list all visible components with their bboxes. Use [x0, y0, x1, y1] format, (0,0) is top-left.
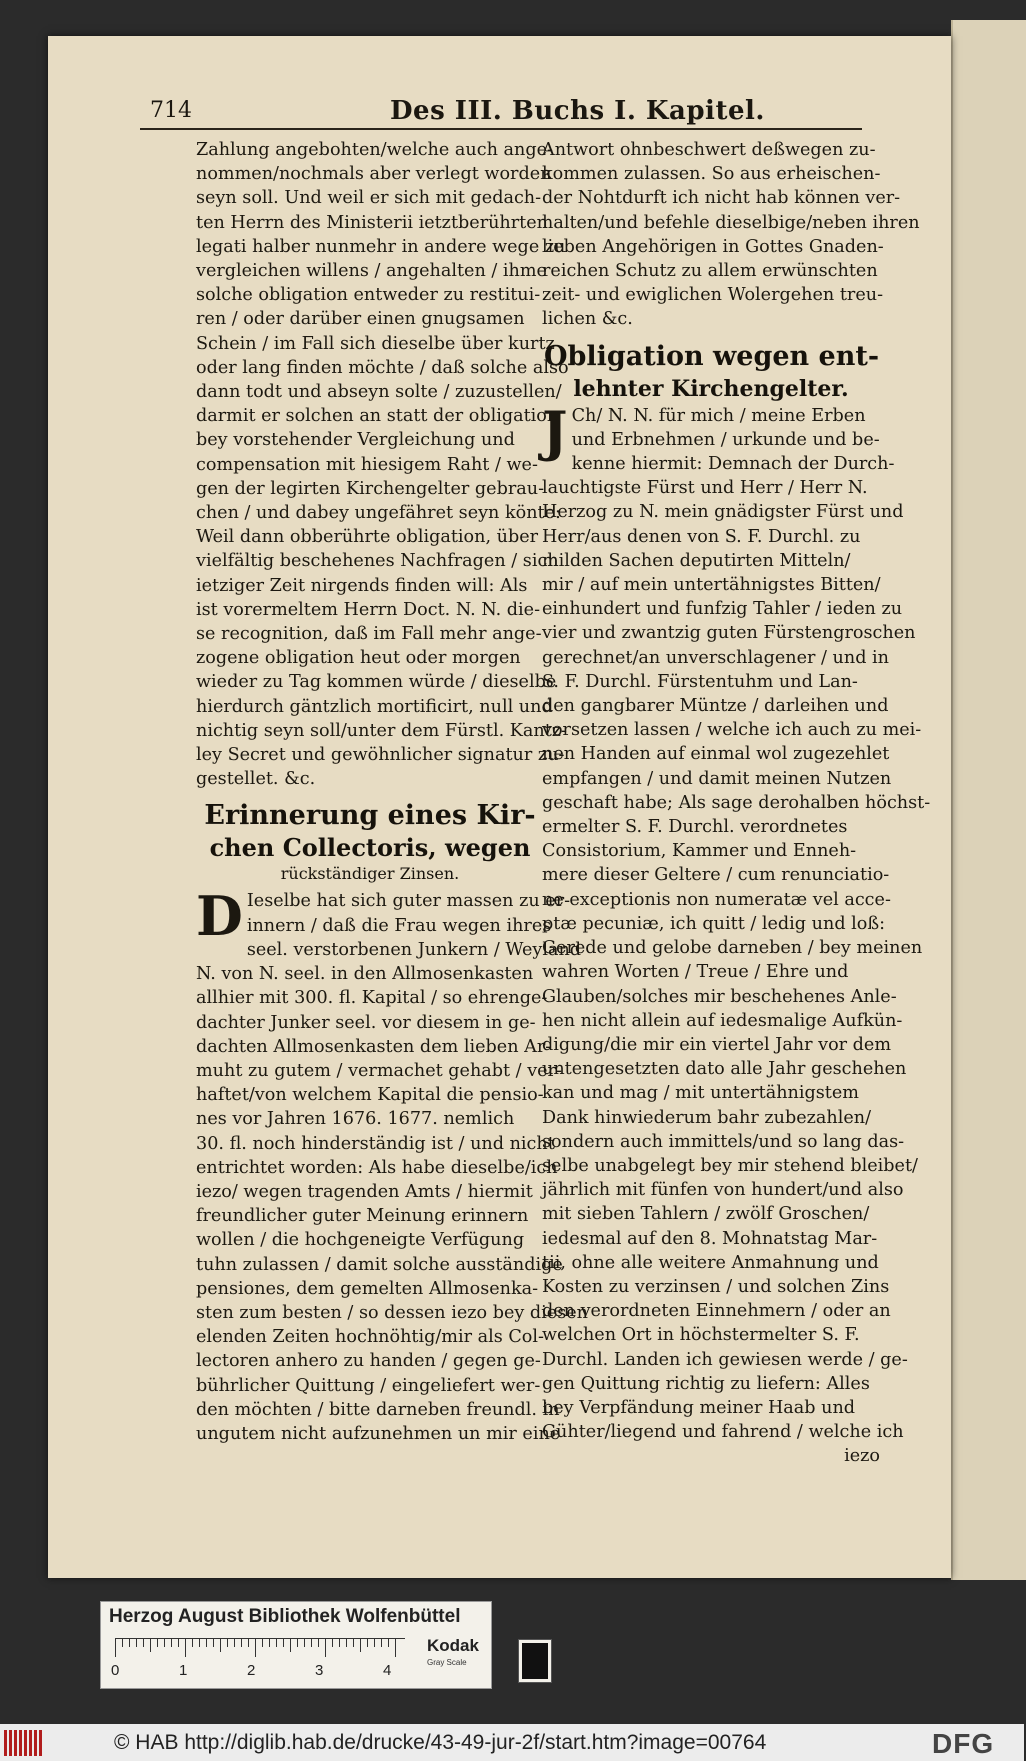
text-line: und Erbnehmen / urkunde und be-	[571, 429, 880, 450]
text-line: ietziger Zeit nirgends finden will: Als	[196, 575, 528, 596]
running-head	[150, 92, 860, 132]
ruler-tick	[381, 1639, 382, 1647]
ruler-tick	[388, 1639, 389, 1647]
text-line: darmit er solchen an statt der obligation	[196, 406, 559, 427]
text-line: Weil dann obberührte obligation, über	[196, 527, 539, 548]
text-line: seyn soll. Und weil er sich mit gedach-	[196, 188, 542, 209]
ruler-tick	[192, 1639, 193, 1647]
chapter-title: Des III. Buchs I. Kapitel.	[390, 96, 765, 126]
section-heading-line-3: rückständiger Zinsen.	[280, 864, 460, 884]
text-line: der Nohtdurft ich nicht hab können ver-	[542, 188, 901, 209]
text-line: vergleichen willens / angehalten / ihme	[196, 261, 547, 282]
gray-scale-label: Gray Scale	[427, 1658, 467, 1667]
text-line: geschaft habe; Als sage derohalben höchst-	[542, 792, 931, 813]
text-line: hen nicht allein auf iedesmalige Aufkün-	[542, 1010, 903, 1031]
text-line: zeit- und ewiglichen Wolergehen treu-	[542, 285, 884, 306]
text-line: kan und mag / mit untertähnigstem	[542, 1083, 859, 1104]
ruler-tick	[318, 1639, 319, 1647]
text-line: zogene obligation heut oder morgen	[196, 648, 521, 669]
ruler-tick	[171, 1639, 172, 1647]
footer-bar	[0, 1724, 1024, 1761]
text-line: wieder zu Tag kommen würde / dieselbe	[196, 672, 557, 693]
text-line: sten zum besten / so dessen iezo bey diesen	[196, 1302, 588, 1323]
ruler-tick	[199, 1639, 200, 1647]
text-line: Ieselbe hat sich guter massen zu er-	[246, 891, 571, 912]
ruler-tick	[234, 1639, 235, 1647]
adjacent-page-edge	[951, 20, 1026, 1580]
text-line: se recognition, daß im Fall mehr ange-	[196, 624, 542, 645]
ruler-tick	[178, 1639, 179, 1647]
ruler-tick	[241, 1639, 242, 1647]
ruler-tick	[367, 1639, 368, 1647]
text-line: ist vorermeltem Herrn Doct. N. N. die-	[196, 599, 541, 620]
text-line: entrichtet worden: Als habe dieselbe/ich	[196, 1157, 558, 1178]
text-line: mir / auf mein untertähnigstes Bitten/	[542, 575, 881, 596]
ruler-tick	[115, 1639, 116, 1657]
ruler-tick	[276, 1639, 277, 1647]
left-paragraph-2-wrapper	[196, 884, 588, 1446]
text-line: freundlicher guter Meinung erinnern	[196, 1206, 529, 1227]
text-line: einhundert und funfzig Tahler / ieden zu	[542, 599, 903, 620]
text-line: dann todt und abseyn solte / zuzustellen/	[196, 382, 562, 403]
text-line: halten/und befehle dieselbige/neben ihren	[542, 212, 920, 233]
catchword: iezo	[844, 1446, 880, 1467]
ruler-tick	[374, 1639, 375, 1647]
text-line: nen Handen auf einmal wol zugezehlet	[542, 744, 890, 765]
text-line: nichtig seyn soll/unter dem Fürstl. Kantz-	[196, 720, 568, 741]
text-line: dachter Junker seel. vor diesem in ge-	[196, 1012, 536, 1033]
ruler-tick	[248, 1639, 249, 1647]
drop-capital: J	[542, 398, 568, 463]
text-line: den möchten / bitte darneben freundl. in	[196, 1399, 560, 1420]
ruler-number: 0	[111, 1662, 120, 1679]
ruler-tick	[311, 1639, 312, 1647]
ruler-tick	[185, 1639, 186, 1657]
ruler-tick	[213, 1639, 214, 1647]
text-line: 30. fl. noch hinderständig ist / und nicht	[196, 1133, 555, 1154]
text-line: mere dieser Geltere / cum renunciatio-	[542, 865, 890, 886]
ruler-tick	[129, 1639, 130, 1647]
ruler-number: 3	[315, 1662, 324, 1679]
text-line: hierdurch gäntzlich mortificirt, null und	[196, 696, 553, 717]
text-line: den verordneten Einnehmern / oder an	[542, 1301, 891, 1322]
text-line: wollen / die hochgeneigte Verfügung	[196, 1230, 525, 1251]
text-line: den gangbarer Müntze / darleihen und	[542, 696, 889, 717]
ruler-tick	[206, 1639, 207, 1647]
text-line: tii, ohne alle weitere Anmahnung und	[542, 1252, 879, 1273]
text-line: ren / oder darüber einen gnugsamen	[196, 309, 525, 330]
section-heading-line-2: lehnter Kirchengelter.	[573, 375, 849, 402]
text-line: Herzog zu N. mein gnädigster Fürst und	[542, 502, 904, 523]
right-column	[542, 138, 931, 1469]
ruler-tick	[332, 1639, 333, 1647]
text-line: Durchl. Landen ich gewiesen werde / ge-	[542, 1349, 908, 1370]
text-line: muht zu gutem / vermachet gehabt / ver-	[196, 1060, 562, 1081]
text-line: welchen Ort in höchstermelter S. F.	[542, 1325, 860, 1346]
text-line: untengesetzten dato alle Jahr geschehen	[542, 1059, 907, 1080]
text-line: vier und zwantzig guten Fürstengroschen	[542, 623, 916, 644]
text-line: compensation mit hiesigem Raht / we-	[196, 454, 538, 475]
text-line: Dank hinwiederum bahr zubezahlen/	[542, 1107, 872, 1128]
text-line: empfangen / und damit meinen Nutzen	[542, 768, 892, 789]
section-heading-obligation: Obligation wegen ent-	[544, 340, 880, 372]
text-line: chen / und dabey ungefähret seyn könte:	[196, 503, 561, 524]
text-line: oder lang finden möchte / daß solche also	[196, 357, 569, 378]
right-paragraph-2-wrapper	[542, 398, 931, 1445]
text-line: Antwort ohnbeschwert deßwegen zu-	[542, 140, 876, 160]
ruler-tick	[346, 1639, 347, 1647]
hab-logo-icon	[4, 1730, 46, 1756]
ruler-tick	[164, 1639, 165, 1647]
text-line: ne exceptionis non numeratæ vel acce-	[542, 889, 891, 910]
text-line: lichen &c.	[542, 309, 633, 330]
text-line: mit sieben Tahlern / zwölf Groschen/	[542, 1204, 870, 1225]
text-line: reichen Schutz zu allem erwünschten	[542, 261, 878, 282]
text-line: gestellet. &c.	[196, 769, 316, 790]
ruler-tick	[325, 1639, 326, 1657]
source-credit: © HAB http://diglib.hab.de/drucke/43-49-jur-2f/start.htm?image=00764	[114, 1731, 767, 1754]
text-line: Schein / im Fall sich dieselbe über kurtz	[196, 333, 555, 354]
text-line: wahren Worten / Treue / Ehre und	[542, 962, 849, 983]
text-line: iezo/ wegen tragenden Amts / hiermit	[196, 1181, 533, 1202]
ruler-tick	[290, 1639, 291, 1652]
text-line: haftet/von welchem Kapital die pensio-	[196, 1085, 544, 1106]
text-line: ley Secret und gewöhnlicher signatur zu-	[196, 745, 565, 766]
ruler-tick	[157, 1639, 158, 1647]
text-line: Gerede und gelobe darneben / bey meinen	[542, 938, 923, 959]
color-calibration-card	[100, 1601, 492, 1689]
text-line: seel. verstorbenen Junkern / Weyland	[246, 939, 582, 960]
ruler-tick	[297, 1639, 298, 1647]
text-line: kommen zulassen. So aus erheischen-	[542, 164, 881, 185]
text-line: bey vorstehender Vergleichung und	[196, 430, 515, 451]
text-line: selbe unabgelegt bey mir stehend bleibet/	[542, 1155, 918, 1176]
text-line: Glauben/solches mir beschehenes Anle-	[542, 986, 897, 1007]
text-line: jährlich mit fünfen von hundert/und also	[542, 1180, 904, 1201]
ruler-tick	[360, 1639, 361, 1652]
text-line: lectoren anhero zu handen / gegen ge-	[196, 1351, 541, 1372]
ruler-number: 1	[179, 1662, 188, 1679]
text-line: digung/die mir ein viertel Jahr vor dem	[542, 1034, 892, 1055]
text-line: Gühter/liegend und fahrend / welche ich	[542, 1422, 904, 1443]
text-line: Consistorium, Kammer und Enneh-	[542, 841, 857, 862]
drop-capital: D	[196, 884, 243, 949]
text-line: kenne hiermit: Demnach der Durch-	[571, 454, 895, 475]
ruler-number: 4	[383, 1662, 392, 1679]
ruler-number: 2	[247, 1662, 256, 1679]
text-line: S. F. Durchl. Fürstentuhm und Lan-	[542, 671, 858, 692]
text-line: Zahlung angebohten/welche auch ange-	[196, 140, 553, 160]
kodak-logo: Kodak	[427, 1636, 479, 1655]
library-name: Herzog August Bibliothek Wolfenbüttel	[109, 1606, 461, 1627]
text-line: allhier mit 300. fl. Kapital / so ehrenge-	[196, 988, 548, 1009]
ruler-tick	[339, 1639, 340, 1647]
text-line: lieben Angehörigen in Gottes Gnaden-	[542, 236, 884, 257]
ruler-tick	[255, 1639, 256, 1657]
ruler-tick	[220, 1639, 221, 1652]
text-line: lauchtigste Fürst und Herr / Herr N.	[542, 478, 868, 499]
ruler-tick	[353, 1639, 354, 1647]
text-line: milden Sachen deputirten Mitteln/	[542, 550, 851, 571]
ruler-tick	[269, 1639, 270, 1647]
ruler-tick	[395, 1639, 396, 1657]
text-line: nommen/nochmals aber verlegt worden	[196, 164, 552, 185]
text-line: Ch/ N. N. für mich / meine Erben	[571, 405, 866, 426]
ruler-tick	[283, 1639, 284, 1647]
text-line: gen Quittung richtig zu liefern: Alles	[542, 1373, 870, 1394]
text-line: dachten Allmosenkasten dem lieben Ar-	[196, 1036, 552, 1057]
right-paragraph-1	[542, 138, 920, 332]
left-paragraph-1	[196, 138, 569, 791]
ruler-tick	[122, 1639, 123, 1647]
ruler-tick	[143, 1639, 144, 1647]
ruler-scale	[115, 1638, 405, 1661]
text-line: legati halber nunmehr in andere wege zu	[196, 236, 566, 257]
text-line: sondern auch immittels/und so lang das-	[542, 1131, 905, 1152]
left-paragraph-2	[196, 884, 588, 1446]
ruler-tick	[227, 1639, 228, 1647]
text-line: tuhn zulassen / damit solche ausständige	[196, 1254, 563, 1275]
text-line: gen der legirten Kirchengelter gebrau-	[196, 478, 545, 499]
text-line: bührlicher Quittung / eingeliefert wer-	[196, 1375, 541, 1396]
text-line: vielfältig beschehenes Nachfragen / sich	[196, 551, 559, 572]
text-line: solche obligation entweder zu restitui-	[196, 285, 541, 306]
page-number: 714	[150, 98, 192, 123]
ruler-tick	[136, 1639, 137, 1647]
ruler-tick	[150, 1639, 151, 1652]
header-rule	[140, 128, 862, 130]
right-paragraph-2	[542, 398, 931, 1445]
ruler-tick	[304, 1639, 305, 1647]
text-line: nes vor Jahren 1676. 1677. nemlich	[196, 1109, 515, 1130]
ruler-tick	[262, 1639, 263, 1647]
section-heading-line-2: chen Collectoris, wegen	[209, 833, 531, 863]
text-line: iedesmal auf den 8. Mohnatstag Mar-	[542, 1228, 878, 1249]
text-line: ptæ pecuniæ, ich quitt / ledig und loß:	[542, 913, 886, 934]
text-line: pensiones, dem gemelten Allmosenka-	[196, 1278, 539, 1299]
text-line: N. von N. seel. in den Allmosenkasten	[196, 964, 534, 985]
text-line: elenden Zeiten hochnöhtig/mir als Col-	[196, 1327, 544, 1348]
text-line: vorsetzen lassen / welche ich auch zu mei-	[542, 720, 922, 741]
text-line: Kosten zu verzinsen / und solchen Zins	[542, 1276, 890, 1297]
text-line: innern / daß die Frau wegen ihres	[246, 915, 552, 936]
section-heading-erinnerung: Erinnerung eines Kir-	[204, 800, 536, 832]
dfg-logo: DFG	[932, 1728, 995, 1759]
text-line: bey Verpfändung meiner Haab und	[542, 1397, 856, 1418]
gray-patch	[519, 1640, 551, 1682]
text-line: Herr/aus denen von S. F. Durchl. zu	[542, 526, 861, 547]
text-line: ten Herrn des Ministerii ietztberührten	[196, 212, 548, 233]
text-line: ermelter S. F. Durchl. verordnetes	[542, 817, 848, 838]
text-line: gerechnet/an unverschlagener / und in	[542, 647, 890, 668]
text-line: ungutem nicht aufzunehmen un mir eine	[196, 1423, 561, 1444]
